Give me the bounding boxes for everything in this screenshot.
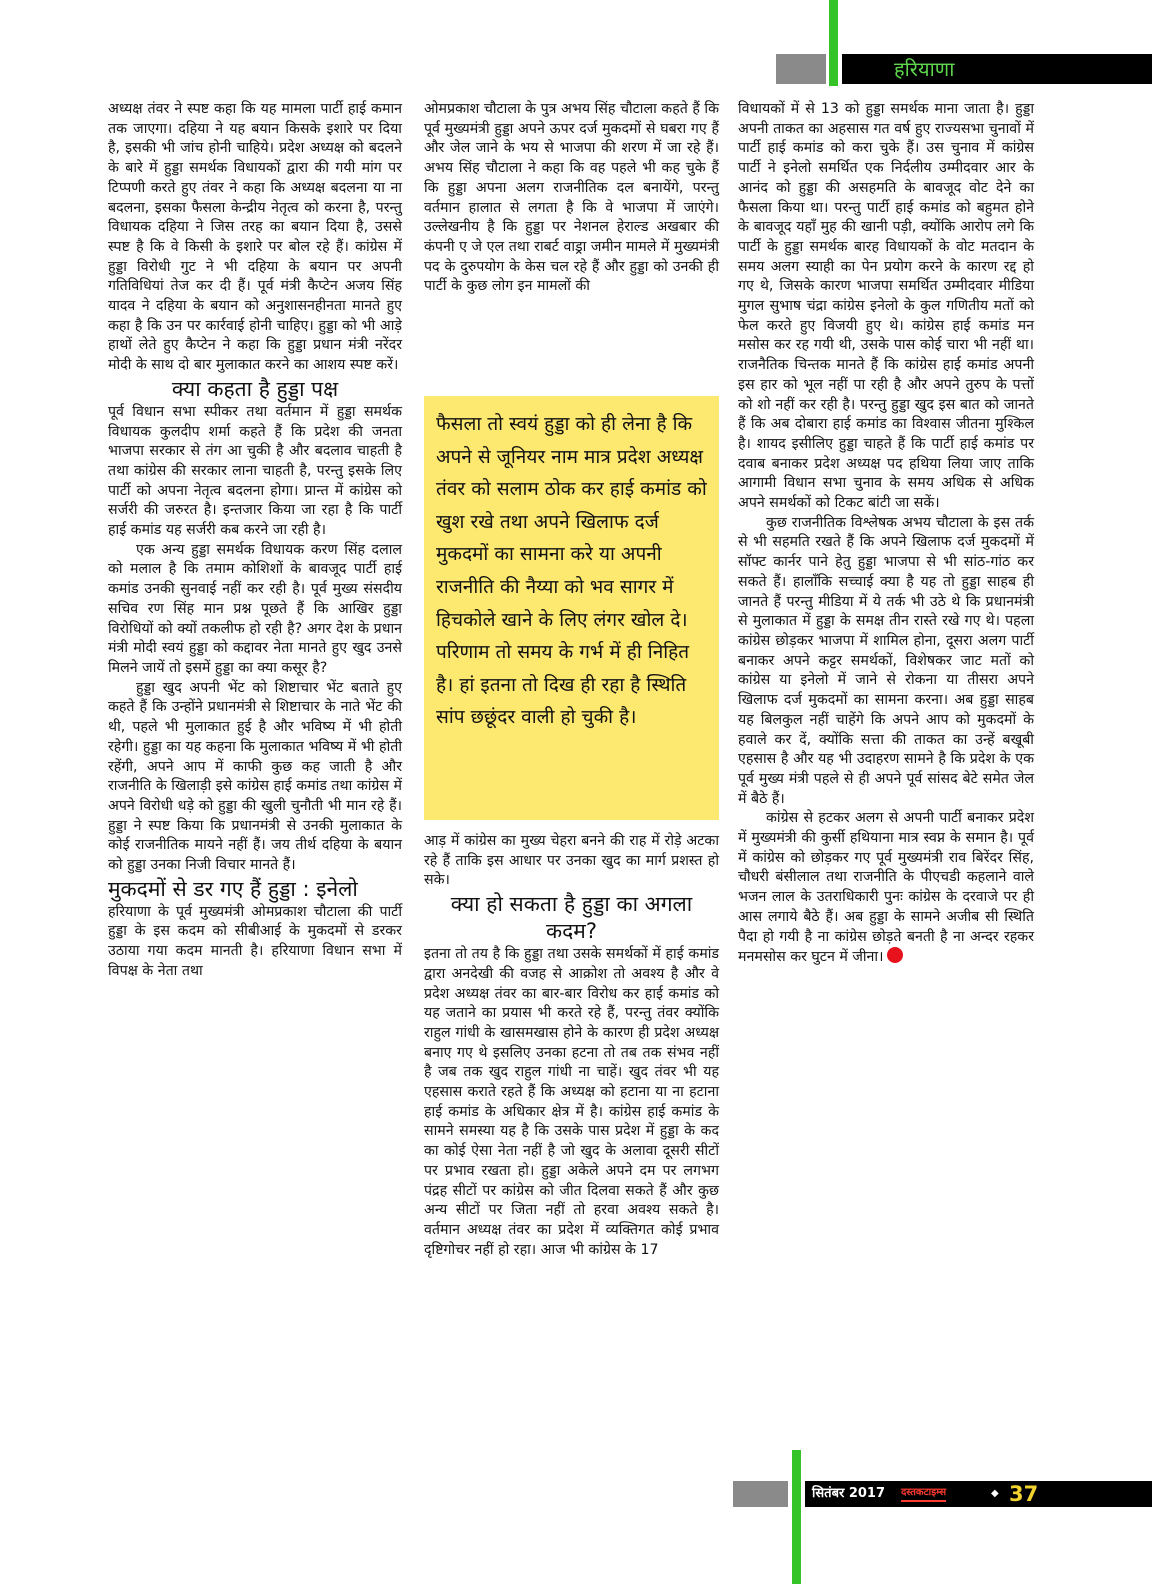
- pull-quote-box: [424, 396, 719, 820]
- section-label: हरियाणा: [894, 57, 955, 81]
- col2-subheading-1: क्या हो सकता है हुड्डा का अगला कदम?: [450, 892, 693, 944]
- column-1: [108, 100, 402, 982]
- col3-paragraph-2: कुछ राजनीतिक विश्लेषक अभय चौटाला के इस तर्क से भी सहमति रखते हैं कि अपने खिलाफ दर्ज मुकदमों में सॉफ्ट कार्नर पाने हेतु हुड्डा भाजपा से भी सांठ-गांठ कर सकते हैं। हालाँकि सच्चाई क्या है यह तो हुड्डा साहब ही जानते हैं परन्तु मीडिया में ये तर्क भी उठे थे कि प्रधानमंत्री से मुलाकात में हुड्डा के समक्ष तीन रास्ते रखे गए थे। पहला कांग्रेस छोड़कर भाजपा में शामिल होना, दूसरा अलग पार्टी बनाकर अपने कट्टर समर्थकों, विशेषकर जाट मतों को कांग्रेस या इनेलो में जाने से रोकना या तीसरा अपने खिलाफ दर्ज मुकदमों का सामना करना। अब हुड्डा साहब यह बिलकुल नहीं चाहेंगे कि अपने आप को मुकदमों के हवाले कर दें, क्योंकि सत्ता की ताकत का उन्हें बखूबी एहसास है और यह भी उदाहरण सामने है कि प्रदेश के एक पूर्व मुख्य मंत्री पहले से ही अपने पूर्व सांसद बेटे समेत जेल में बैठे हैं।: [738, 514, 1034, 807]
- column-2-top: [424, 100, 719, 297]
- footer-green-rule: [792, 1450, 801, 1584]
- col1-subheading-1: क्या कहता है हुड्डा पक्ष: [171, 376, 339, 401]
- header-grey-block: [776, 54, 826, 84]
- footer-grey-block: [733, 1481, 788, 1507]
- col1-paragraph-2: पूर्व विधान सभा स्पीकर तथा वर्तमान में हुड्डा समर्थक विधायक कुलदीप शर्मा कहते हैं कि प्रदेश की जनता भाजपा सरकार से तंग आ चुकी है और बदलाव चाहती है तथा कांग्रेस की सरकार लाना चाहती है, परन्तु इसके लिए पार्टी को अपना नेतृत्व बदलना होगा। प्रान्त में कांग्रेस को सर्जरी की जरुरत है। इन्तजार किया जा रहा है कि पार्टी हाई कमांड यह सर्जरी कब करने जा रही है।: [108, 403, 402, 539]
- col2-paragraph-1: ओमप्रकाश चौटाला के पुत्र अभय सिंह चौटाला कहते हैं कि पूर्व मुख्यमंत्री हुड्डा अपने ऊपर दर्ज मुकदमों से घबरा गए हैं और जेल जाने के भय से भाजपा की शरण में जा रहे हैं। अभय सिंह चौटाला ने कहा कि वह पहले भी कह चुके हैं कि हुड्डा अपना अलग राजनीतिक दल बनायेंगे, परन्तु वर्तमान हालात से लगता है कि वे भाजपा में जाएंगे। उल्लेखनीय है कि हुड्डा पर नेशनल हेराल्ड अखबार की कंपनी ए जे एल तथा राबर्ट वाड्रा जमीन मामले में मुख्यमंत्री पद के दुरुपयोग के केस चल रहे हैं और हुड्डा को उनकी ही पार्टी के कुछ लोग इन मामलों की: [424, 101, 719, 295]
- section-tab: [842, 54, 1152, 84]
- page-number: 37: [1009, 1482, 1039, 1506]
- col1-paragraph-1: अध्यक्ष तंवर ने स्पष्ट कहा कि यह मामला पार्टी हाई कमान तक जाएगा। दहिया ने यह बयान किसके इशारे पर दिया है, इसकी भी जांच होनी चाहिये। प्रदेश अध्यक्ष को बदलने के बारे में हुड्डा समर्थक विधायकों द्वारा की गयी मांग पर टिप्पणी करते हुए तंवर ने कहा कि अध्यक्ष बदलना या ना बदलना, इसका फैसला केन्द्रीय नेतृत्व को करना है, परन्तु विधायक दहिया ने जिस तरह का बयान दिया है, उससे स्पष्ट है कि वे किसी के इशारे पर बोल रहे हैं। कांग्रेस में हुड्डा विरोधी गुट ने भी दहिया के बयान पर अपनी गतिविधियां तेज कर दी हैं। पूर्व मंत्री कैप्टेन अजय सिंह यादव ने दहिया के बयान को अनुशासनहीनता मानते हुए कहा है कि उन पर कार्रवाई होनी चाहिए। हुड्डा को भी आड़े हाथों लेते हुए कैप्टेन ने कहा कि हुड्डा प्रधान मंत्री नरेंदर मोदी के साथ दो बार मुलाकात करने का आशय स्पष्ट करें।: [108, 101, 402, 374]
- end-mark-icon: [887, 947, 903, 963]
- col2-paragraph-2: आड़ में कांग्रेस का मुख्य चेहरा बनने की राह में रोड़े अटका रहे हैं ताकि इस आधार पर उनका खुद का मार्ग प्रशस्त हो सके।: [424, 833, 719, 889]
- issue-month: सितंबर 2017: [812, 1486, 886, 1501]
- magazine-logo: दस्तकटाइम्स: [901, 1486, 946, 1502]
- col3-paragraph-3: [738, 809, 1034, 968]
- column-3: [738, 100, 1034, 968]
- header-green-rule: [829, 0, 838, 86]
- col1-subheading-2: मुकदमों से डर गए हैं हुड्डा : इनेलो: [108, 876, 358, 901]
- col3-paragraph-1: विधायकों में से 13 को हुड्डा समर्थक माना जाता है। हुड्डा अपनी ताकत का अहसास गत वर्ष हुए राज्यसभा चुनावों में पार्टी हाई कमांड को करा चुके हैं। उस चुनाव में कांग्रेस पार्टी ने इनेलो समर्थित एक निर्दलीय उम्मीदवार आर के आनंद को हुड्डा की असहमति के बावजूद वोट देने का फैसला किया था। परन्तु पार्टी हाई कमांड को बहुमत होने के बावजूद यहाँ मुह की खानी पड़ी, क्योंकि आरोप लगे कि पार्टी के हुड्डा समर्थक बारह विधायकों के वोट मतदान के समय अलग स्याही का पेन प्रयोग करने के कारण रद्द हो गए थे, जिसके कारण भाजपा समर्थित उम्मीदवार मीडिया मुगल सुभाष चंद्रा कांग्रेस इनेलो के कुल गणितीय मतों को फेल करते हुए विजयी हुए थे। कांग्रेस हाई कमांड मन मसोस कर रह गयी थी, उसके पास कोई चारा भी नहीं था। राजनैतिक चिन्तक मानते हैं कि कांग्रेस हाई कमांड अपनी इस हार को भूल नहीं पा रही है और अपने तुरुप के पत्तों को शो नहीं कर रही है। परन्तु हुड्डा खुद इस बात को जानते हैं कि अब दोबारा हाई कमांड का विश्वास जीतना मुश्किल है। शायद इसीलिए हुड्डा चाहते हैं कि पार्टी हाई कमांड पर दवाब बनाकर प्रदेश अध्यक्ष पद हथिया लिया जाए ताकि आगामी विधान सभा चुनाव के समय अधिक से अधिक अपने समर्थकों को टिकट बांटी जा सकें।: [738, 101, 1034, 512]
- diamond-separator-icon: ◆: [991, 1488, 999, 1499]
- col3-paragraph-3-text: कांग्रेस से हटकर अलग से अपनी पार्टी बनाकर प्रदेश में मुख्यमंत्री की कुर्सी हथियाना मात्र स्वप्न के समान है। पूर्व में कांग्रेस को छोड़कर गए पूर्व मुख्यमंत्री राव बिरेंदर सिंह, चौधरी बंसीलाल तथा राजनीति के पीएचडी कहलाने वाले भजन लाल के उतराधिकारी पुनः कांग्रेस के दरवाजे पर ही आस लगाये बैठे हैं। अब हुड्डा के सामने अजीब सी स्थिति पैदा हो गयी है ना कांग्रेस छोड़ते बनती है ना अन्दर रहकर मनमसोस कर घुटन में जीना।: [738, 810, 1034, 966]
- pull-quote-text: फैसला तो स्वयं हुड्डा को ही लेना है कि अपने से जूनियर नाम मात्र प्रदेश अध्यक्ष तंवर को सलाम ठोक कर हाई कमांड को खुश रखे तथा अपने खिलाफ दर्ज मुकदमों का सामना करे या अपनी राजनीति की नैय्या को भव सागर में हिचकोले खाने के लिए लंगर खोल दे। परिणाम तो समय के गर्भ में ही निहित है। हां इतना तो दिख ही रहा है स्थिति सांप छछूंदर वाली हो चुकी है।: [436, 413, 707, 729]
- col1-paragraph-5: हरियाणा के पूर्व मुख्यमंत्री ओमप्रकाश चौटाला की पार्टी हुड्डा के इस कदम को सीबीआई के मुकदमों से डरकर उठाया गया कदम मानती है। हरियाणा विधान सभा में विपक्ष के नेता तथा: [108, 903, 402, 979]
- col1-paragraph-4: हुड्डा खुद अपनी भेंट को शिष्टाचार भेंट बताते हुए कहते हैं कि उन्होंने प्रधानमंत्री से शिष्टाचार के नाते भेंट की थी, पहले भी मुलाकात हुई है और भविष्य में भी होती रहेगी। हुड्डा का यह कहना कि मुलाकात भविष्य में भी होती रहेंगी, अपने आप में काफी कुछ कह जाती है और राजनीति के खिलाड़ी इसे कांग्रेस हाई कमांड तथा कांग्रेस में अपने विरोधी धड़े को हुड्डा की खुली चुनौती भी मान रहे हैं। हुड्डा ने स्पष्ट किया कि प्रधानमंत्री से उनकी मुलाकात के कोई राजनीतिक मायने नहीं हैं। जय तीर्थ दहिया के बयान को हुड्डा उनका निजी विचार मानते हैं।: [108, 679, 402, 874]
- col2-paragraph-3: इतना तो तय है कि हुड्डा तथा उसके समर्थकों में हाई कमांड द्वारा अनदेखी की वजह से आक्रोश तो अवश्य है और वे प्रदेश अध्यक्ष तंवर का बार-बार विरोध कर हाई कमांड को यह जताने का प्रयास भी करते रहे हैं, परन्तु तंवर क्योंकि राहुल गांधी के खासमखास होने के कारण ही प्रदेश अध्यक्ष बनाए गए थे इसलिए उनका हटना तो तब तक संभव नहीं है जब तक खुद राहुल गांधी ना चाहें। खुद तंवर भी यह एहसास कराते रहते हैं कि अध्यक्ष को हटाना या ना हटाना हाई कमांड के अधिकार क्षेत्र में है। कांग्रेस हाई कमांड के सामने समस्या यह है कि उसके पास प्रदेश में हुड्डा के कद का कोई ऐसा नेता नहीं है जो खुद के अलावा दूसरी सीटों पर प्रभाव रखता हो। हुड्डा अकेले अपने दम पर लगभग पंद्रह सीटों पर कांग्रेस को जीत दिलवा सकते हैं और कुछ अन्य सीटों पर जिता नहीं तो हरवा अवश्य सकते है। वर्तमान अध्यक्ष तंवर का प्रदेश में व्यक्तिगत कोई प्रभाव दृष्टिगोचर नहीं हो रहा। आज भी कांग्रेस के 17: [424, 946, 719, 1258]
- col1-paragraph-3: एक अन्य हुड्डा समर्थक विधायक करण सिंह दलाल को मलाल है कि तमाम कोशिशों के बावजूद पार्टी हाई कमांड उनकी सुनवाई नहीं कर रही है। पूर्व मुख्य संसदीय सचिव रण सिंह मान प्रश्न पूछते हैं कि आखिर हुड्डा विरोधियों को क्यों तकलीफ हो रही है? अगर देश के प्रधान मंत्री मोदी स्वयं हुड्डा को कद्दावर नेता मानते हुए खुद उनसे मिलने जायें तो इसमें हुड्डा का क्या कसूर है?: [108, 541, 402, 676]
- column-2-bottom: [424, 832, 719, 1260]
